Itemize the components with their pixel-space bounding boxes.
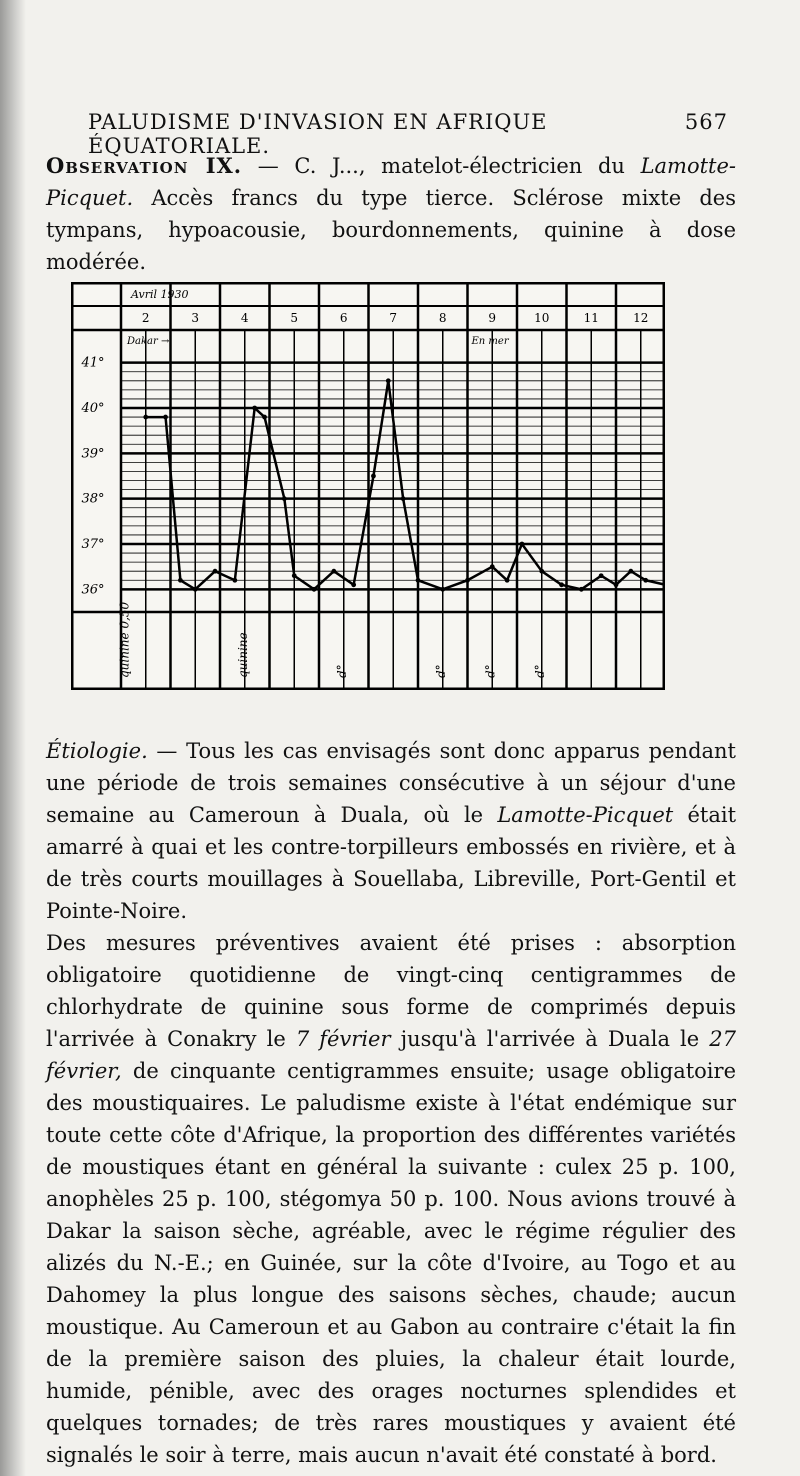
temperature-point	[282, 496, 287, 501]
page-number: 567	[684, 110, 728, 134]
date-label: 3	[191, 311, 200, 325]
date-label: 5	[290, 311, 299, 325]
date-label: 6	[339, 311, 348, 325]
month-label: Avril 1930	[131, 288, 189, 301]
para1-a: — Tous les cas envisagés sont donc apparus pendant une période de trois semaines consécutive à un séjour d'une semaine au Cameroun à Duala, où le	[46, 739, 736, 827]
temperature-point	[163, 415, 168, 420]
ship-name: Lamotte-Picquet.	[46, 154, 737, 210]
y-tick-label: 38°	[81, 491, 105, 507]
y-tick-label: 37°	[81, 537, 105, 552]
observation-text-2: Accès francs du type tierce. Sclérose mixte des tympans, hypoacousie, bourdonnements, quinine à dose modérée.	[46, 186, 736, 274]
temperature-point	[193, 587, 198, 592]
temperature-point	[559, 582, 564, 587]
temperature-point	[599, 573, 604, 578]
temperature-point	[465, 578, 470, 583]
temperature-point	[505, 578, 510, 583]
temperature-point	[628, 569, 633, 574]
date-label: 12	[633, 311, 649, 325]
temperature-point	[143, 415, 148, 420]
temperature-point	[490, 564, 495, 569]
temperature-chart-svg	[71, 282, 665, 690]
para2-a: Des mesures préventives avaient été prises : absorption obligatoire quotidienne de vingt-cinq centigrammes de chlorhydrate de quinine sous forme de comprimés depuis l'arrivée à Conakry le	[46, 931, 736, 1051]
temperature-point	[178, 578, 183, 583]
date-label: 10	[534, 311, 550, 325]
treatment-label: quinine 0,50	[117, 601, 132, 678]
temperature-point	[401, 496, 406, 501]
temperature-point	[440, 587, 445, 592]
temperature-point	[331, 569, 336, 574]
para1-b: était amarré à quai et les contre-torpilleurs embossés en rivière, et à de très courts mouillages à Souellaba, Libreville, Port-Gentil et Pointe-Noire.	[46, 803, 737, 923]
para2-c: de cinquante centigrammes ensuite; usage obligatoire des moustiquaires. Le paludisme existe à l'état endémique sur toute cette côte d'Afrique, la proportion des différentes variétés de moustiques étant en général la suivante : culex 25 p. 100, anophèles 25 p. 100, stégomya 50 p. 100. Nous avions trouvé à Dakar la saison sèche, agréable, avec le régime régulier des alizés du N.-E.; en Guinée, sur la côte d'Ivoire, au Togo et au Dahomey la plus longue des saisons sèches, chaude; aucun moustique. Au Cameroun et au Gabon au contraire c'était la fin de la première saison des pluies, la chaleur était lourde, humide, pénible, avec des orages nocturnes splendides et quelques tornades; de très rares moustiques y avaient été signalés le soir à terre, mais aucun n'avait été constaté à bord.	[46, 1059, 736, 1467]
observation-label: Observation IX.	[46, 153, 243, 178]
temperature-point	[262, 415, 267, 420]
y-tick-label: 41°	[81, 355, 105, 371]
observation-paragraph	[46, 150, 736, 278]
observation-block	[46, 150, 736, 278]
running-title: PALUDISME D'INVASION EN AFRIQUE ÉQUATORIALE.	[88, 110, 548, 158]
page-edge-shadow	[0, 0, 26, 1476]
treatment-label: d°	[335, 664, 350, 678]
temperature-point	[252, 406, 257, 411]
date-label: 11	[583, 311, 599, 325]
treatment-label: d°	[483, 664, 498, 678]
temperature-point	[371, 474, 376, 479]
etiologie-paragraph	[46, 735, 736, 927]
treatment-label: d°	[434, 664, 449, 678]
temperature-point	[643, 578, 648, 583]
y-tick-label: 36°	[81, 582, 105, 598]
temperature-point	[539, 569, 544, 574]
treatment-label: d°	[533, 664, 548, 678]
temperature-point	[386, 378, 391, 383]
para2-date2: 27 février,	[46, 1027, 736, 1083]
observation-text-1: — C. J..., matelot-électricien du	[242, 154, 641, 178]
para2-date1: 7 février	[295, 1027, 391, 1051]
para2-b: jusqu'à l'arrivée à Duala le	[390, 1027, 710, 1051]
body-text	[46, 735, 736, 1471]
date-label: 4	[240, 311, 249, 325]
para1-ship: Lamotte-Picquet	[497, 803, 674, 827]
temperature-point	[312, 587, 317, 592]
place-label: Dakar →	[127, 336, 170, 347]
date-label: 8	[438, 311, 447, 325]
mesures-paragraph	[46, 927, 736, 1471]
etiologie-label: Étiologie.	[46, 739, 148, 763]
date-label: 2	[141, 311, 150, 325]
temperature-point	[520, 542, 525, 547]
temperature-point	[579, 587, 584, 592]
date-label: 7	[389, 311, 398, 325]
temperature-point	[614, 582, 619, 587]
temperature-point	[232, 578, 237, 583]
temperature-point	[351, 582, 356, 587]
temperature-point	[292, 573, 297, 578]
temperature-chart	[71, 282, 665, 690]
temperature-point	[213, 569, 218, 574]
temperature-point	[416, 578, 421, 583]
y-tick-label: 40°	[81, 401, 105, 416]
treatment-label: quinine	[236, 632, 251, 678]
y-tick-label: 39°	[81, 446, 105, 462]
running-head	[88, 110, 728, 158]
date-label: 9	[488, 311, 497, 325]
place-label: En mer	[471, 336, 509, 347]
